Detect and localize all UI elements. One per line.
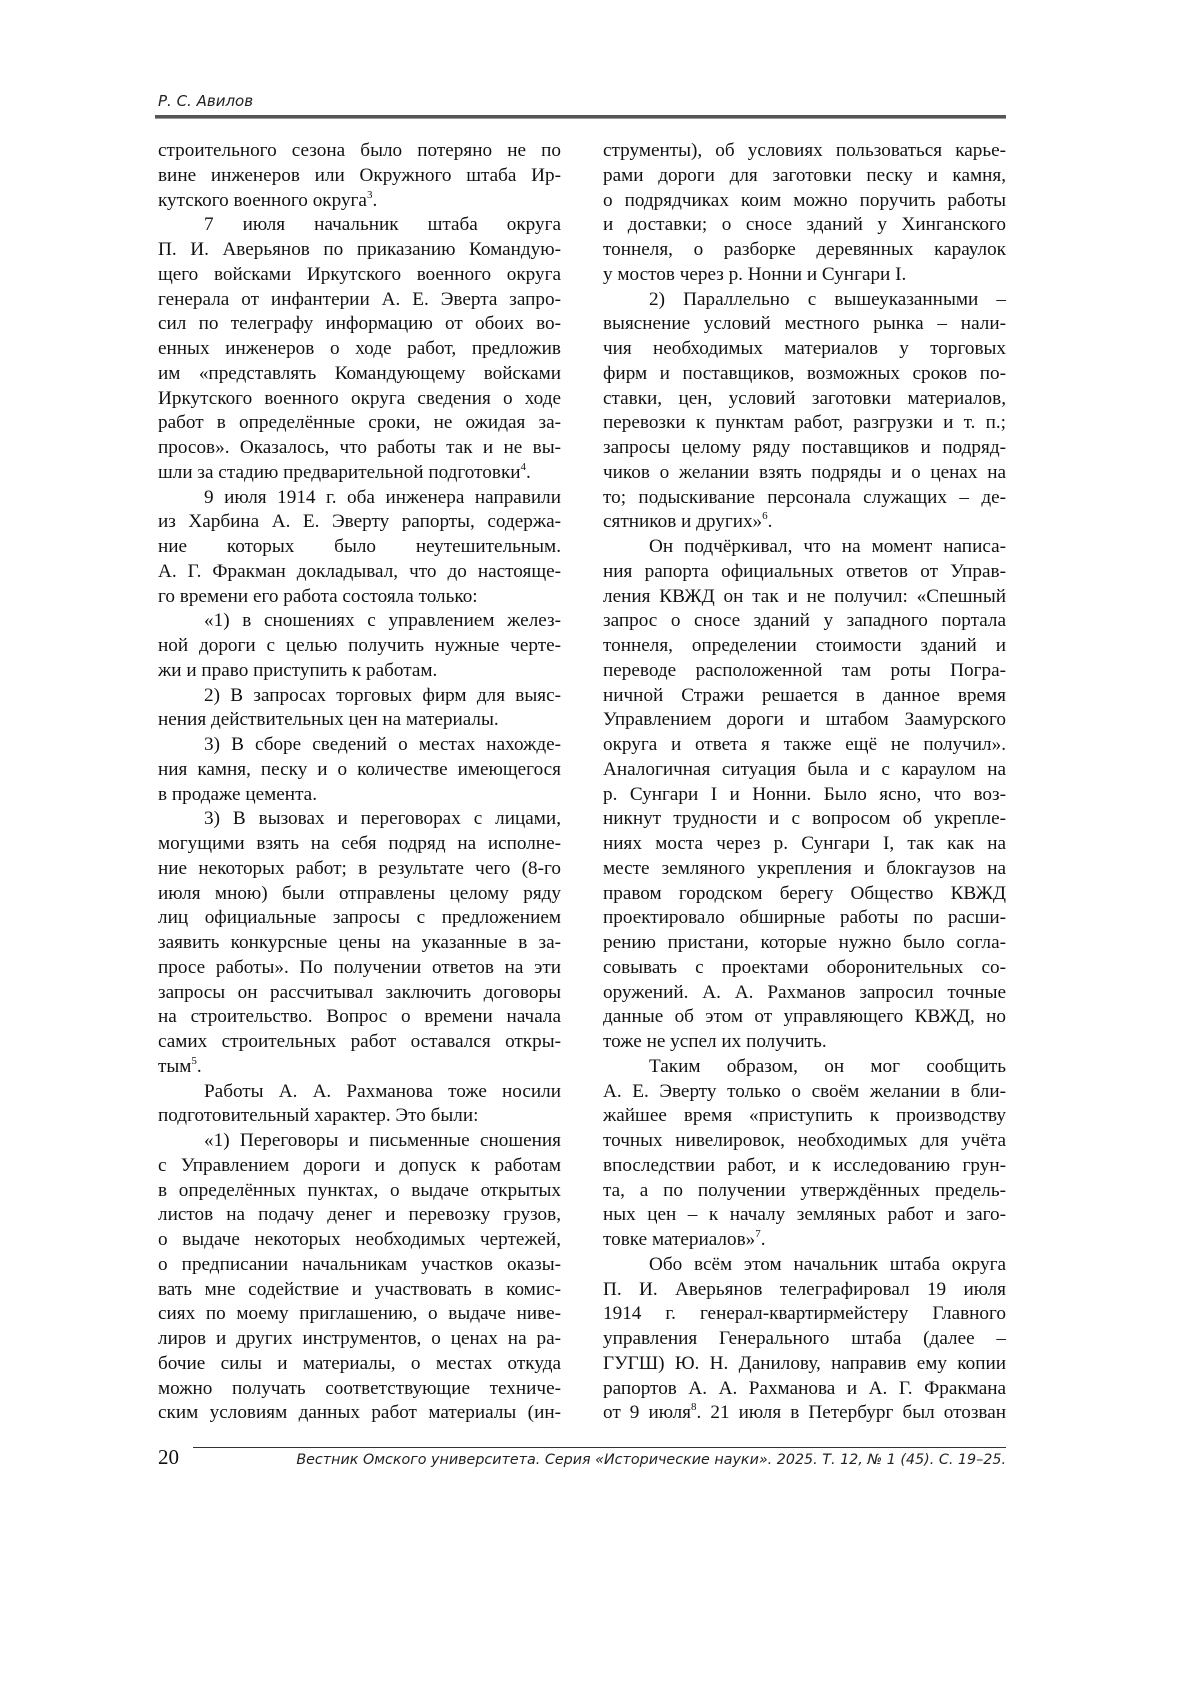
line-text: нения действительных цен на материалы. [158, 709, 499, 731]
line-text-tail: . [526, 461, 531, 483]
text-line [603, 733, 1006, 758]
line-text: в продаже цемента. [158, 783, 317, 805]
text-line [158, 1030, 561, 1055]
line-text: 3) В вызовах и переговорах с лицами, [204, 808, 561, 830]
line-text: П. И. Аверьянов по приказанию Командую- [158, 239, 561, 260]
text-line [158, 213, 561, 238]
text-line [158, 857, 561, 882]
line-text: ния камня, песку и о количестве имеющегося [158, 758, 561, 780]
line-text: управления Генерального штаба (далее – [603, 1328, 1006, 1349]
line-text: ниях моста через р. Сунгари I, так как на [603, 833, 1006, 854]
text-line [158, 1377, 561, 1402]
line-text: тоннеля, определении стоимости зданий и [603, 635, 1006, 656]
line-text: перевозки к пунктам работ, разгрузки и т. п.; [603, 412, 1006, 434]
line-text: строительного сезона было потеряно не по [158, 140, 561, 161]
text-line [603, 807, 1006, 832]
text-line [603, 263, 1006, 288]
journal-citation: Вестник Омского университета. Серия «Исторические науки». 2025. Т. 12, № 1 (45). С. 19–25. [296, 1452, 1006, 1468]
text-line [603, 337, 1006, 362]
line-text: можно получать соответствующие техниче- [158, 1377, 561, 1399]
line-text: шли за стадию предварительной подготовки [158, 461, 521, 483]
line-text: сиях по моему приглашению, о выдаче ниве- [158, 1303, 561, 1325]
line-text: 7 июля начальник штаба округа [204, 214, 561, 236]
text-line [603, 411, 1006, 436]
text-line [158, 931, 561, 956]
line-text: о подрядчиках коим можно поручить работы [603, 189, 1006, 211]
text-line [603, 1228, 1006, 1253]
text-line [158, 486, 561, 511]
text-line [603, 436, 1006, 461]
text-line [158, 956, 561, 981]
footnote-ref: 4 [520, 460, 527, 473]
text-line [158, 461, 561, 486]
text-line [603, 1030, 1006, 1055]
line-text: ским условиям данных работ материалы (ин- [158, 1402, 561, 1424]
text-line [603, 510, 1006, 535]
line-text: в определённых пунктах, о выдаче открытых [158, 1179, 561, 1201]
text-line [158, 1154, 561, 1179]
line-text: А. Г. Фракман докладывал, что до настояще- [158, 560, 561, 582]
text-line [603, 609, 1006, 634]
text-line [158, 288, 561, 313]
line-text: рению пристани, которые нужно было согла- [603, 932, 1006, 953]
text-line [158, 1327, 561, 1352]
line-text: то; подыскивание персонала служащих – де- [603, 486, 1006, 508]
text-line [603, 535, 1006, 560]
line-text: запросы целому ряду поставщиков и подряд- [603, 437, 1006, 458]
text-line [158, 1080, 561, 1105]
line-text: 3) В сборе сведений о местах нахожде- [204, 734, 561, 755]
text-line [158, 436, 561, 461]
line-text: ничной Стражи решается в данное время [603, 684, 1006, 706]
text-line [603, 708, 1006, 733]
line-text: работ в определённые сроки, не ожидая за- [158, 412, 561, 434]
text-line [603, 634, 1006, 659]
text-line [158, 189, 561, 214]
line-text: оружений. А. А. Рахманов запросил точные [603, 981, 1006, 1003]
text-line [603, 758, 1006, 783]
line-text: Обо всём этом начальник штаба округа [649, 1253, 1006, 1275]
text-line [158, 981, 561, 1006]
line-text: вине инженеров или Окружного штаба Ир- [158, 164, 561, 186]
text-line [603, 1055, 1006, 1080]
line-text: жи и право приступить к работам. [158, 659, 438, 681]
text-line [158, 362, 561, 387]
running-head-author: Р. С. Авилов [158, 92, 254, 110]
text-line [603, 1005, 1006, 1030]
text-line [603, 1080, 1006, 1105]
footer-rule [193, 1447, 1006, 1448]
line-text: Иркутского военного округа сведения о ходе [158, 387, 561, 409]
line-text: Работы А. А. Рахманова тоже носили [204, 1080, 561, 1102]
line-text: чиков о желании взять подряды и о ценах на [603, 461, 1006, 483]
line-text: 2) Параллельно с вышеуказанными – [649, 288, 1006, 310]
line-text: ставки, цен, условий заготовки материалов, [603, 387, 1006, 409]
left-column [158, 139, 561, 1426]
text-line [158, 337, 561, 362]
line-text: переводе расположенной там роты Погра- [603, 659, 1006, 681]
text-line [158, 609, 561, 634]
text-line [158, 1401, 561, 1426]
line-text: ние которых было неутешительным. [158, 536, 561, 557]
text-line [603, 486, 1006, 511]
line-text: тоннеля, о разборке деревянных караулок [603, 239, 1006, 260]
line-text: 2) В запросах торговых фирм для выяс- [204, 684, 561, 706]
text-line [603, 585, 1006, 610]
line-text: просов». Оказалось, что работы так и не вы- [158, 437, 561, 458]
text-line [158, 139, 561, 164]
line-text: бочие силы и материалы, о местах откуда [158, 1352, 561, 1374]
line-text-tail: . [767, 511, 773, 533]
line-text: Управлением дороги и штабом Заамурского [603, 709, 1006, 731]
line-text: из Харбина А. Е. Эверту рапорты, содержа- [158, 511, 561, 533]
text-line [158, 585, 561, 610]
text-line [603, 857, 1006, 882]
text-line [158, 659, 561, 684]
text-line [158, 387, 561, 412]
line-text: никнут трудности и с вопросом об укрепле- [603, 808, 1006, 830]
line-text: с Управлением дороги и допуск к работам [158, 1154, 561, 1176]
footnote-ref: 7 [755, 1228, 761, 1240]
line-text: лиц официальные запросы с предложением [158, 907, 561, 929]
text-line [158, 510, 561, 535]
text-line [603, 684, 1006, 709]
line-text: енных инженеров о ходе работ, предложив [158, 338, 561, 359]
line-text: кутского военного округа [158, 189, 367, 211]
line-text: генерала от инфантерии А. Е. Эверта запро- [158, 288, 561, 310]
text-line [603, 981, 1006, 1006]
line-text: Аналогичная ситуация была и с караулом на [603, 758, 1006, 780]
line-text: запросы он рассчитывал заключить договоры [158, 981, 561, 1003]
header-rule [155, 115, 1006, 119]
line-text-tail: . [372, 189, 378, 211]
text-line [158, 832, 561, 857]
text-line [158, 708, 561, 733]
text-line [158, 535, 561, 560]
text-line [603, 139, 1006, 164]
line-text: та, а по получении утверждённых предель- [603, 1179, 1006, 1201]
text-line [603, 1377, 1006, 1402]
text-line [158, 758, 561, 783]
text-line [158, 906, 561, 931]
line-text: ной дороги с целью получить нужные черте- [158, 635, 561, 656]
text-line [603, 931, 1006, 956]
text-line [603, 1179, 1006, 1204]
line-text: 1914 г. генерал-квартирмейстеру Главного [603, 1303, 1006, 1325]
text-line [158, 1129, 561, 1154]
text-line [158, 238, 561, 263]
text-line [158, 1179, 561, 1204]
line-text: могущими взять на себя подряд на исполне- [158, 833, 561, 854]
text-line [158, 1055, 561, 1080]
text-line [603, 1203, 1006, 1228]
text-line [603, 1352, 1006, 1377]
text-line [158, 1253, 561, 1278]
line-text: ние некоторых работ; в результате чего (8-го [158, 857, 561, 879]
text-line [158, 783, 561, 808]
line-text: ления КВЖД он так и не получил: «Спешный [603, 585, 1006, 607]
line-text: Он подчёркивал, что на момент написа- [649, 536, 1006, 557]
line-text: жайшее время «приступить к производству [603, 1105, 1006, 1127]
line-text: о предписании начальникам участков оказы- [158, 1253, 561, 1275]
text-line [158, 164, 561, 189]
text-line [158, 684, 561, 709]
line-text: ния рапорта официальных ответов от Управ- [603, 560, 1006, 582]
line-text: сил по телеграфу информацию от обоих во- [158, 313, 561, 335]
text-line [603, 1253, 1006, 1278]
line-text: данные об этом от управляющего КВЖД, но [603, 1006, 1006, 1028]
line-text: тоже не успел их получить. [603, 1031, 827, 1052]
line-text: самих строительных работ оставался откры- [158, 1031, 561, 1052]
text-line [603, 560, 1006, 585]
text-line [158, 1352, 561, 1377]
line-text: ных цен – к началу земляных работ и заго- [603, 1204, 1006, 1226]
right-column [603, 139, 1006, 1426]
text-line [603, 312, 1006, 337]
text-line [158, 263, 561, 288]
text-line [603, 659, 1006, 684]
line-text-tail: . 21 июля в Петербург был отозван [696, 1402, 1006, 1424]
text-line [603, 1278, 1006, 1303]
text-line [158, 882, 561, 907]
line-text: им «представлять Командующему войсками [158, 362, 561, 384]
line-text: и доставки; о сносе зданий у Хинганского [603, 214, 1006, 236]
text-line [158, 411, 561, 436]
line-text: на строительство. Вопрос о времени начала [158, 1006, 561, 1028]
text-line [603, 189, 1006, 214]
line-text: чия необходимых материалов у торговых [603, 338, 1006, 359]
line-text: 9 июля 1914 г. оба инженера направили [204, 486, 561, 508]
footnote-ref: 6 [762, 510, 768, 523]
text-line [158, 1278, 561, 1303]
text-line [603, 1327, 1006, 1352]
footnote-ref: 8 [691, 1401, 697, 1414]
line-text: просе работы». По получении ответов на эти [158, 956, 561, 978]
line-text: точных нивелировок, необходимых для учёта [603, 1130, 1006, 1151]
text-line [158, 1228, 561, 1253]
line-text: рами дороги для заготовки песку и камня, [603, 164, 1006, 186]
text-line [603, 213, 1006, 238]
line-text: ГУГШ) Ю. Н. Данилову, направив ему копии [603, 1352, 1006, 1374]
text-line [603, 783, 1006, 808]
line-text: запрос о сносе зданий у западного портала [603, 610, 1006, 632]
footnote-ref: 5 [191, 1054, 197, 1067]
line-text: «1) Переговоры и письменные сношения [204, 1130, 561, 1151]
line-text: подготовительный характер. Это были: [158, 1105, 479, 1127]
line-text-tail: . [196, 1055, 202, 1077]
line-text: р. Сунгари I и Нонни. Было ясно, что воз- [603, 783, 1006, 805]
line-text: рапортов А. А. Рахманова и А. Г. Фракмана [603, 1377, 1006, 1399]
text-line [603, 362, 1006, 387]
text-line [158, 733, 561, 758]
line-text: проектировало обширные работы по расши- [603, 907, 1006, 929]
text-line [603, 832, 1006, 857]
line-text: впоследствии работ, и к исследованию грун- [603, 1154, 1006, 1176]
text-line [603, 1302, 1006, 1327]
line-text: о выдаче некоторых необходимых чертежей, [158, 1229, 561, 1250]
text-line [603, 1129, 1006, 1154]
text-line [158, 634, 561, 659]
text-line [158, 1005, 561, 1030]
line-text: месте земляного укрепления и блокгаузов на [603, 857, 1006, 879]
line-text: П. И. Аверьянов телеграфировал 19 июля [603, 1278, 1006, 1300]
page-number: 20 [158, 1445, 179, 1469]
text-line [603, 882, 1006, 907]
text-line [158, 807, 561, 832]
text-line [158, 1302, 561, 1327]
line-text: листов на подачу денег и перевозку грузов, [158, 1204, 561, 1226]
line-text: товке материалов» [603, 1229, 756, 1250]
text-line [158, 1104, 561, 1129]
text-line [603, 238, 1006, 263]
line-text: щего войсками Иркутского военного округа [158, 263, 561, 285]
line-text: июля мною) были отправлены целому ряду [158, 882, 561, 904]
text-line [603, 288, 1006, 313]
text-line [158, 560, 561, 585]
line-text: от 9 июля [603, 1402, 692, 1424]
footnote-ref: 3 [366, 188, 373, 201]
line-text: у мостов через р. Нонни и Сунгари I. [603, 263, 907, 285]
text-line [603, 906, 1006, 931]
line-text: А. Е. Эверту только о своём желании в бли- [603, 1080, 1006, 1102]
line-text: фирм и поставщиков, возможных сроков по- [603, 362, 1006, 384]
line-text: сятников и других» [603, 511, 763, 533]
line-text: го времени его работа состояла только: [158, 585, 478, 607]
line-text: тым [158, 1055, 192, 1077]
text-line [603, 1154, 1006, 1179]
line-text: «1) в сношениях с управлением желез- [204, 610, 561, 632]
text-line [158, 312, 561, 337]
text-line [158, 1203, 561, 1228]
text-line [603, 387, 1006, 412]
text-line [603, 461, 1006, 486]
line-text: округа и ответа я также ещё не получил». [603, 734, 1006, 755]
line-text: струменты), об условиях пользоваться карье- [603, 140, 1006, 161]
line-text: заявить конкурсные цены на указанные в за- [158, 932, 561, 953]
line-text: совывать с проектами оборонительных со- [603, 956, 1006, 978]
line-text: Таким образом, он мог сообщить [649, 1055, 1006, 1077]
text-line [603, 1401, 1006, 1426]
line-text: правом городском берегу Общество КВЖД [603, 882, 1006, 904]
line-text: вать мне содействие и участвовать в комис- [158, 1278, 561, 1300]
text-line [603, 164, 1006, 189]
text-line [603, 956, 1006, 981]
line-text: лиров и других инструментов, о ценах на ра- [158, 1328, 561, 1349]
line-text: выяснение условий местного рынка – нали- [603, 313, 1006, 335]
line-text-tail: . [760, 1229, 766, 1250]
text-line [603, 1104, 1006, 1129]
